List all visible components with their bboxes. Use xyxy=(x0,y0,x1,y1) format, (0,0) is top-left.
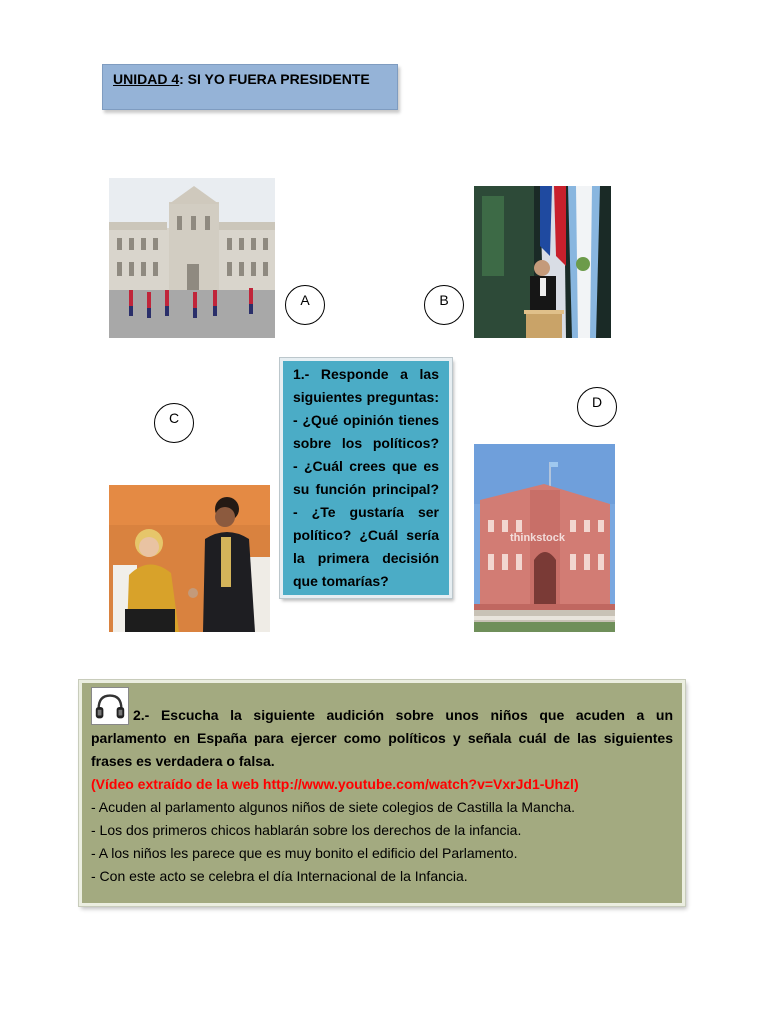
photo-casa-rosada xyxy=(474,444,615,632)
photo-president-podium xyxy=(474,186,611,338)
question-line: sobre los políticos? xyxy=(293,435,439,451)
statement-item: - Con este acto se celebra el día Internacional de la Infancia. xyxy=(91,868,468,884)
label-a: A xyxy=(285,285,325,325)
listening-activity xyxy=(79,680,685,906)
question-line: - ¿Te gustaría ser xyxy=(293,504,439,520)
video-source: (Vídeo extraído de la web http://www.youtube.com/watch?v=VxrJd1-Uhzl) xyxy=(91,776,579,792)
question-line: la primera decisión xyxy=(293,550,439,566)
unit-title xyxy=(102,64,398,110)
statement-item: - Los dos primeros chicos hablarán sobre los derechos de la infancia. xyxy=(91,822,522,838)
question-line: que tomarías? xyxy=(293,573,389,589)
label-c: C xyxy=(154,403,194,443)
question-line: - ¿Cuál crees que es xyxy=(293,458,439,474)
photo-government-palace xyxy=(109,178,275,338)
question-line: siguientes preguntas: xyxy=(293,389,439,405)
label-d: D xyxy=(577,387,617,427)
instruction-line: 2.- Escucha la siguiente audición sobre unos niños que acuden a un xyxy=(91,687,673,727)
question-line: 1.- Responde a las xyxy=(293,366,439,382)
instruction-line: parlamento en España para ejercer como políticos y señala cuál de las siguientes xyxy=(91,730,673,746)
unit-number: UNIDAD 4 xyxy=(113,71,180,87)
question-line: su función principal? xyxy=(293,481,439,497)
stock-watermark: thinkstock xyxy=(510,532,566,544)
instruction-line: frases es verdadera o falsa. xyxy=(91,753,275,769)
activity-instructions xyxy=(91,687,673,773)
question-line: político? ¿Cuál sería xyxy=(293,527,439,543)
question-box xyxy=(280,358,452,598)
statement-item: - A los niños les parece que es muy bonito el edificio del Parlamento. xyxy=(91,845,518,861)
unit-title-text: : SI YO FUERA PRESIDENTE xyxy=(179,71,370,87)
statement-item: - Acuden al parlamento algunos niños de siete colegios de Castilla la Mancha. xyxy=(91,799,576,815)
label-b: B xyxy=(424,285,464,325)
photo-meeting xyxy=(109,485,270,632)
headphones-icon xyxy=(91,687,129,725)
question-line: - ¿Qué opinión tienes xyxy=(293,412,439,428)
